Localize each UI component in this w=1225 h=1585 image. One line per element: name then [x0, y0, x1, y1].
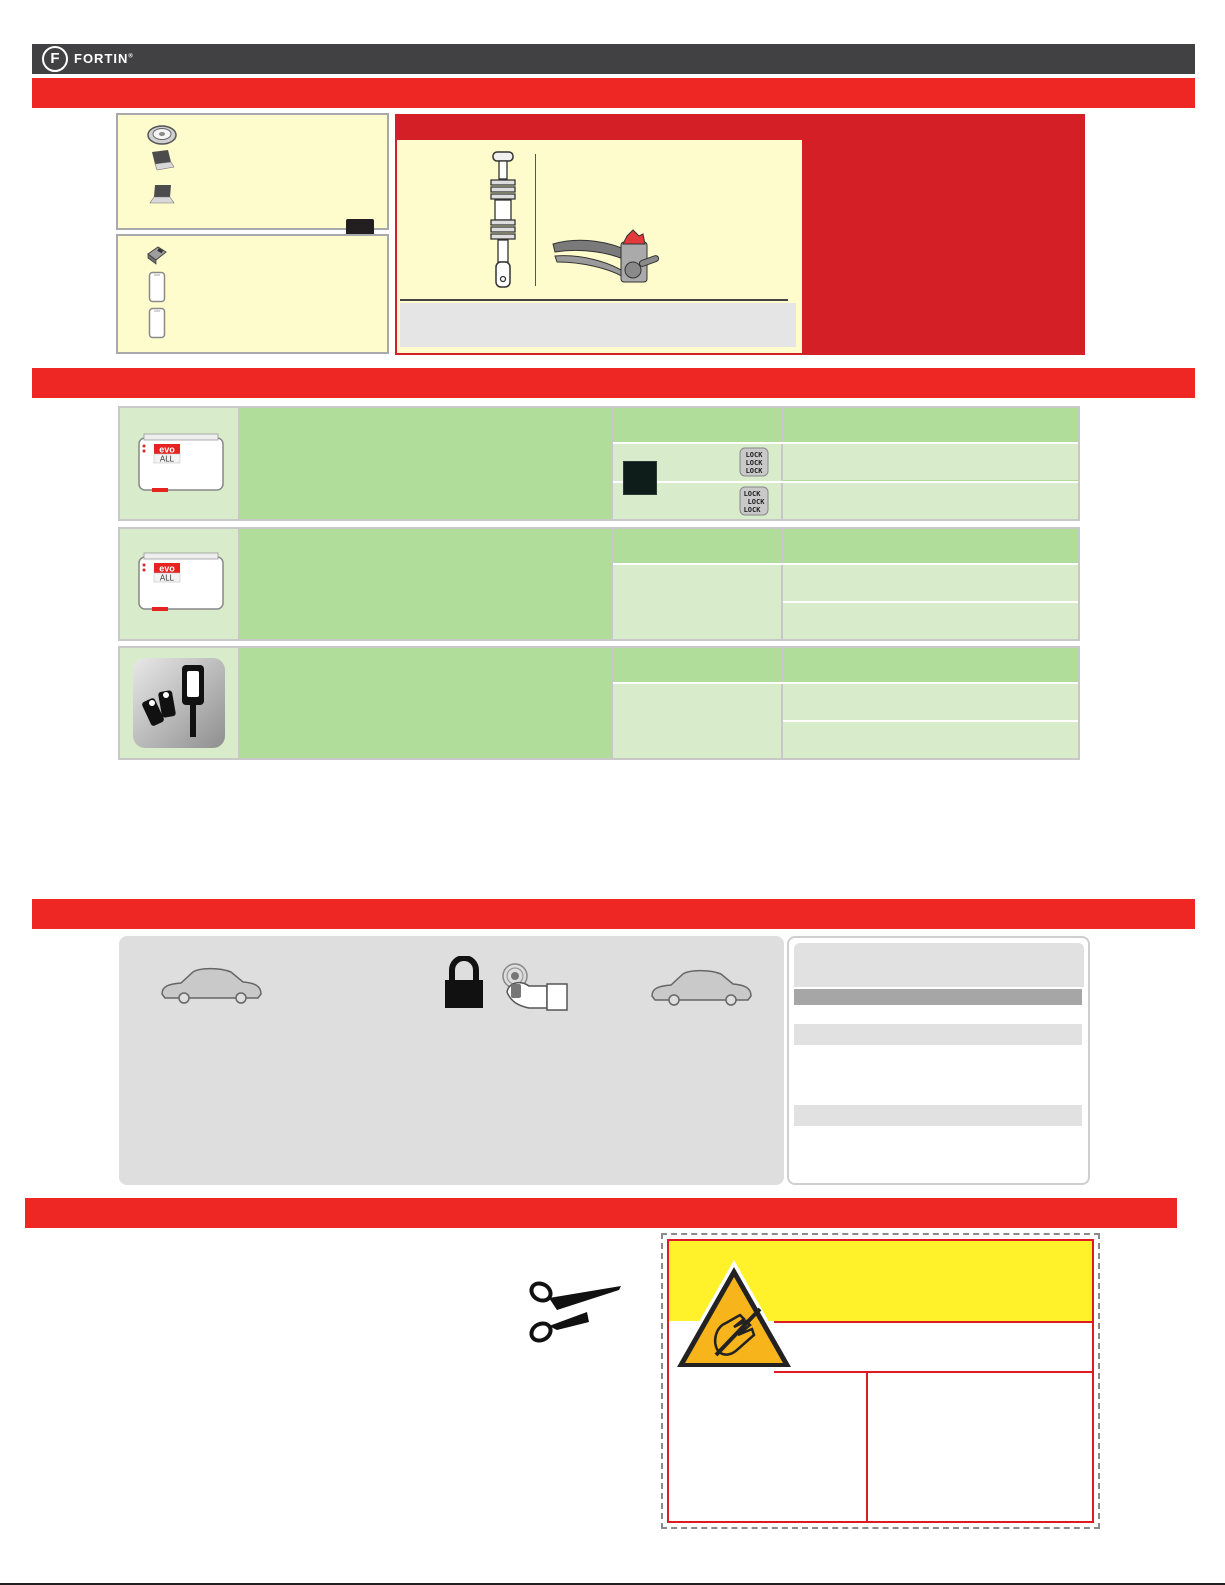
svg-text:ALL: ALL	[159, 573, 175, 583]
usb-adapter-icon	[144, 244, 170, 266]
svg-text:LOCK: LOCK	[747, 498, 765, 506]
programming-table-3	[118, 646, 1080, 760]
warning-label	[661, 1233, 1100, 1529]
evo-all-module-icon	[136, 432, 226, 496]
svg-text:LOCK: LOCK	[745, 459, 763, 467]
svg-text:LOCK: LOCK	[745, 467, 763, 475]
svg-text:ALL: ALL	[159, 454, 175, 464]
car-icon	[649, 968, 754, 1006]
car-icon	[159, 966, 264, 1004]
section-bar-2	[32, 368, 1195, 398]
padlock-icon	[442, 956, 486, 1012]
hood-pin-switch-icon	[483, 150, 523, 290]
smartphone-icon	[148, 307, 166, 339]
module-image-cell	[120, 529, 240, 639]
svg-text:evo: evo	[159, 444, 175, 455]
header-bar	[32, 44, 1195, 74]
svg-text:LOCK: LOCK	[743, 490, 761, 498]
section-bar-3	[32, 899, 1195, 929]
smartphone-icon	[148, 271, 166, 303]
programming-table-1	[118, 406, 1080, 521]
divider-line	[535, 154, 536, 286]
table-cell	[783, 722, 1078, 758]
remotes-image-cell	[120, 648, 240, 758]
scissors-icon	[527, 1278, 623, 1344]
table-cell	[783, 684, 1078, 720]
table-cell	[613, 684, 781, 758]
svg-text:LOCK: LOCK	[745, 451, 763, 459]
module-image-cell	[120, 408, 240, 519]
disc-icon	[146, 123, 178, 147]
remotes-and-key-icon	[132, 657, 226, 749]
table-cell	[783, 603, 1078, 639]
laptop-icon	[146, 149, 176, 173]
table-cell	[783, 444, 1078, 480]
hood-pin-inner-panel	[397, 140, 802, 353]
warning-triangle-hand-icon	[668, 1257, 800, 1375]
hand-pressing-remote-icon	[499, 962, 571, 1012]
lock-badge-icon	[739, 486, 769, 516]
evo-all-module-icon	[136, 551, 226, 615]
operation-panel	[119, 936, 784, 1185]
fortin-logo-icon: F	[42, 46, 68, 72]
table-cell	[783, 483, 1078, 519]
programming-table-2	[118, 527, 1080, 641]
devices-panel	[116, 234, 389, 354]
lock-badge-icon	[739, 447, 769, 477]
svg-text:LOCK: LOCK	[743, 506, 761, 514]
black-square-marker	[623, 461, 657, 495]
toggle-switch-icon	[551, 222, 671, 302]
section-bar-1	[32, 78, 1195, 108]
brand-name: FORTIN®	[74, 51, 134, 66]
laptop-icon	[146, 183, 176, 207]
hood-pin-note-box	[400, 303, 796, 347]
table-cell	[783, 565, 1078, 601]
tools-panel	[116, 113, 389, 230]
table-cell	[613, 565, 781, 639]
svg-text:evo: evo	[159, 563, 175, 574]
section-bar-4	[25, 1198, 1177, 1228]
divider-line	[400, 299, 788, 301]
options-panel	[787, 936, 1090, 1185]
